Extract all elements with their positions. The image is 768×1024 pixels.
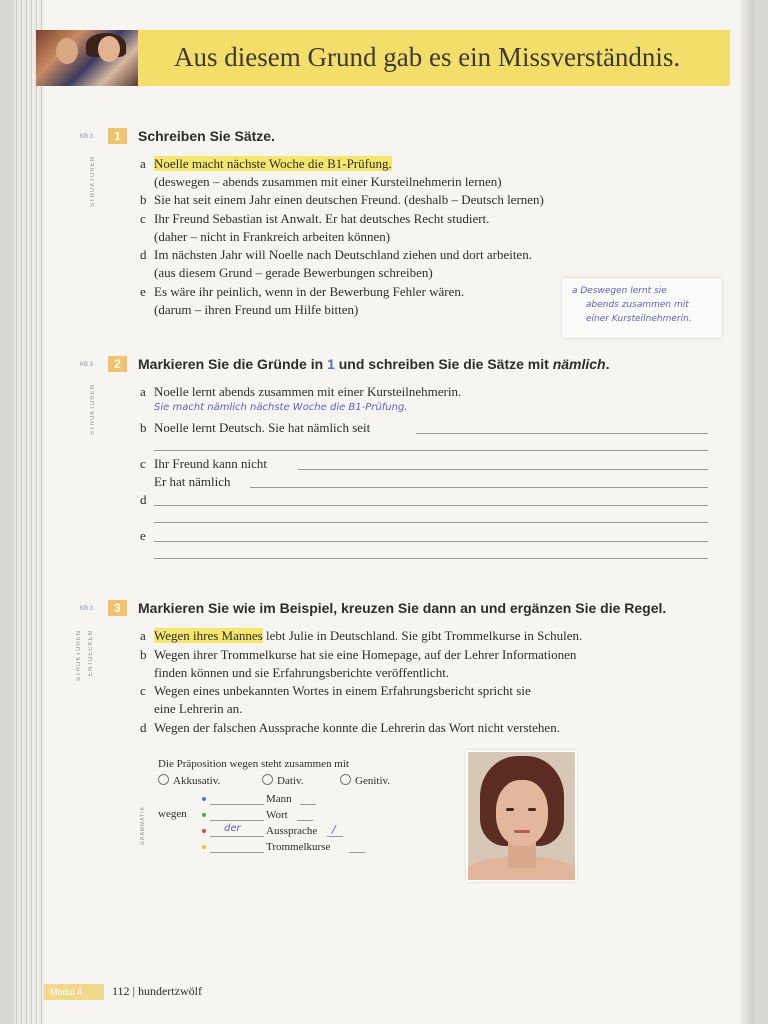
banner-photo bbox=[36, 30, 138, 86]
side-label: ENTDECKEN bbox=[88, 630, 94, 677]
answer-line[interactable] bbox=[154, 505, 708, 506]
noun-label: Trommelkurse bbox=[266, 841, 331, 853]
note-line: einer Kursteilnehmerin. bbox=[586, 314, 692, 324]
item-line: Wegen ihres Mannes lebt Julie in Deutschland. Sie gibt Trommelkurse in Schulen. bbox=[154, 628, 583, 643]
side-label: STRUKTUREN bbox=[90, 384, 96, 436]
item-letter: e bbox=[140, 528, 146, 543]
article-blank[interactable] bbox=[210, 852, 264, 853]
item-line: Es wäre ihr peinlich, wenn in der Bewerbung Fehler wären. bbox=[154, 284, 465, 299]
noun-label: Mann bbox=[266, 793, 292, 805]
side-label: STRUKTUREN bbox=[76, 630, 82, 682]
item-letter: b bbox=[140, 420, 147, 435]
radio-button[interactable] bbox=[262, 774, 273, 785]
exercise-title: Markieren Sie wie im Beispiel, kreuzen Sie dann an und ergänzen Sie die Regel. bbox=[138, 600, 667, 616]
answer-line[interactable] bbox=[250, 487, 708, 488]
item-line: Wegen ihrer Trommelkurse hat sie eine Homepage, auf der Lehrer Informationen bbox=[154, 647, 577, 662]
color-dot bbox=[202, 813, 206, 817]
preposition-word: wegen bbox=[158, 808, 187, 820]
answer-line[interactable] bbox=[154, 558, 708, 559]
item-letter: b bbox=[140, 192, 147, 207]
option-dativ[interactable]: Dativ. bbox=[262, 774, 303, 787]
side-label: STRUKTUREN bbox=[90, 156, 96, 208]
item-letter: c bbox=[140, 683, 146, 698]
page-footer: 112 | hundertzwölf bbox=[112, 984, 202, 998]
radio-button[interactable] bbox=[340, 774, 351, 785]
item-line: Ihr Freund Sebastian ist Anwalt. Er hat deutsches Recht studiert. bbox=[154, 211, 490, 226]
item-hint: (darum – ihren Freund um Hilfe bitten) bbox=[154, 302, 359, 317]
ending-blank[interactable] bbox=[349, 852, 365, 853]
handwritten-mark: / bbox=[332, 823, 336, 836]
example-highlight: Wegen ihres Mannes bbox=[154, 628, 263, 643]
handwritten-article: der bbox=[224, 823, 241, 834]
item-hint: (deswegen – abends zusammen mit einer Kursteilnehmerin lernen) bbox=[154, 174, 502, 189]
exercise-number: 1 bbox=[108, 128, 127, 144]
rule-statement: Die Präposition wegen steht zusammen mit bbox=[158, 758, 349, 770]
answer-line[interactable] bbox=[154, 541, 708, 542]
item-line: Noelle lernt Deutsch. Sie hat nämlich seit bbox=[154, 420, 371, 435]
item-letter: e bbox=[140, 284, 146, 299]
sticky-note bbox=[562, 278, 722, 338]
article-blank[interactable] bbox=[210, 820, 264, 821]
exercise-number: 3 bbox=[108, 600, 127, 616]
ending-blank[interactable] bbox=[297, 820, 313, 821]
kb-reference: KB 3 bbox=[80, 606, 94, 612]
color-dot bbox=[202, 845, 206, 849]
item-letter: d bbox=[140, 247, 147, 262]
handwritten-answer: Sie macht nämlich nächste Woche die B1-Prüfung. bbox=[154, 402, 408, 413]
exercise-title: Schreiben Sie Sätze. bbox=[138, 128, 275, 144]
note-line: abends zusammen mit bbox=[586, 300, 689, 310]
ending-blank[interactable] bbox=[300, 804, 316, 805]
item-hint: (aus diesem Grund – gerade Bewerbungen schreiben) bbox=[154, 265, 433, 280]
article-blank[interactable] bbox=[210, 804, 264, 805]
item-line: Wegen der falschen Aussprache konnte die Lehrerin das Wort nicht verstehen. bbox=[154, 720, 560, 735]
page-edges bbox=[14, 0, 44, 1024]
title-banner bbox=[124, 30, 730, 86]
item-letter: b bbox=[140, 647, 147, 662]
kb-reference: KB 3 bbox=[80, 362, 94, 368]
answer-line[interactable] bbox=[298, 469, 708, 470]
exercise-title: Markieren Sie die Gründe in 1 und schreiben Sie die Sätze mit nämlich. bbox=[138, 356, 610, 372]
portrait-photo bbox=[466, 750, 577, 882]
item-line: Ihr Freund kann nicht bbox=[154, 456, 268, 471]
answer-line[interactable] bbox=[416, 433, 708, 434]
color-dot bbox=[202, 797, 206, 801]
noun-label: Wort bbox=[266, 809, 288, 821]
item-letter: a bbox=[140, 156, 146, 171]
noun-label: Aussprache bbox=[266, 825, 318, 837]
item-letter: c bbox=[140, 456, 146, 471]
item-letter: d bbox=[140, 492, 147, 507]
color-dot bbox=[202, 829, 206, 833]
note-line: a Deswegen lernt sie bbox=[572, 286, 667, 296]
page-title: Aus diesem Grund gab es ein Missverständnis. bbox=[174, 42, 681, 72]
page-number-word: hundertzwölf bbox=[137, 984, 202, 998]
page-number: 112 bbox=[112, 984, 130, 998]
ending-blank[interactable] bbox=[327, 836, 343, 837]
item-line: Sie hat seit einem Jahr einen deutschen Freund. (deshalb – Deutsch lernen) bbox=[154, 192, 544, 207]
exercise-number: 2 bbox=[108, 356, 127, 372]
item-letter: a bbox=[140, 384, 146, 399]
item-line bbox=[154, 156, 392, 172]
item-letter: c bbox=[140, 211, 146, 226]
example-highlight: Noelle macht nächste Woche die B1-Prüfung. bbox=[154, 156, 392, 171]
item-line: Im nächsten Jahr will Noelle nach Deutschland ziehen und dort arbeiten. bbox=[154, 247, 532, 262]
page-gutter-shadow bbox=[740, 0, 754, 1024]
kb-reference: KB 3 bbox=[80, 134, 94, 140]
item-line: finden können und sie Erfahrungsberichte veröffentlicht. bbox=[154, 665, 450, 680]
article-blank[interactable] bbox=[210, 836, 264, 837]
item-line: Wegen eines unbekannten Wortes in einem Erfahrungsbericht spricht sie bbox=[154, 683, 531, 698]
item-line: eine Lehrerin an. bbox=[154, 701, 243, 716]
workbook-page bbox=[14, 0, 754, 1024]
answer-line[interactable] bbox=[154, 522, 708, 523]
option-genitiv[interactable]: Genitiv. bbox=[340, 774, 390, 787]
side-label: GRAMMATIK bbox=[140, 806, 146, 845]
radio-button[interactable] bbox=[158, 774, 169, 785]
item-line: Noelle lernt abends zusammen mit einer Kursteilnehmerin. bbox=[154, 384, 462, 399]
item-letter: d bbox=[140, 720, 147, 735]
answer-line[interactable] bbox=[154, 450, 708, 451]
module-tab: Modul 4 bbox=[44, 984, 104, 1000]
option-akkusativ[interactable]: Akkusativ. bbox=[158, 774, 220, 787]
item-hint: (daher – nicht in Frankreich arbeiten können) bbox=[154, 229, 391, 244]
item-letter: a bbox=[140, 628, 146, 643]
item-line: Er hat nämlich bbox=[154, 474, 231, 489]
